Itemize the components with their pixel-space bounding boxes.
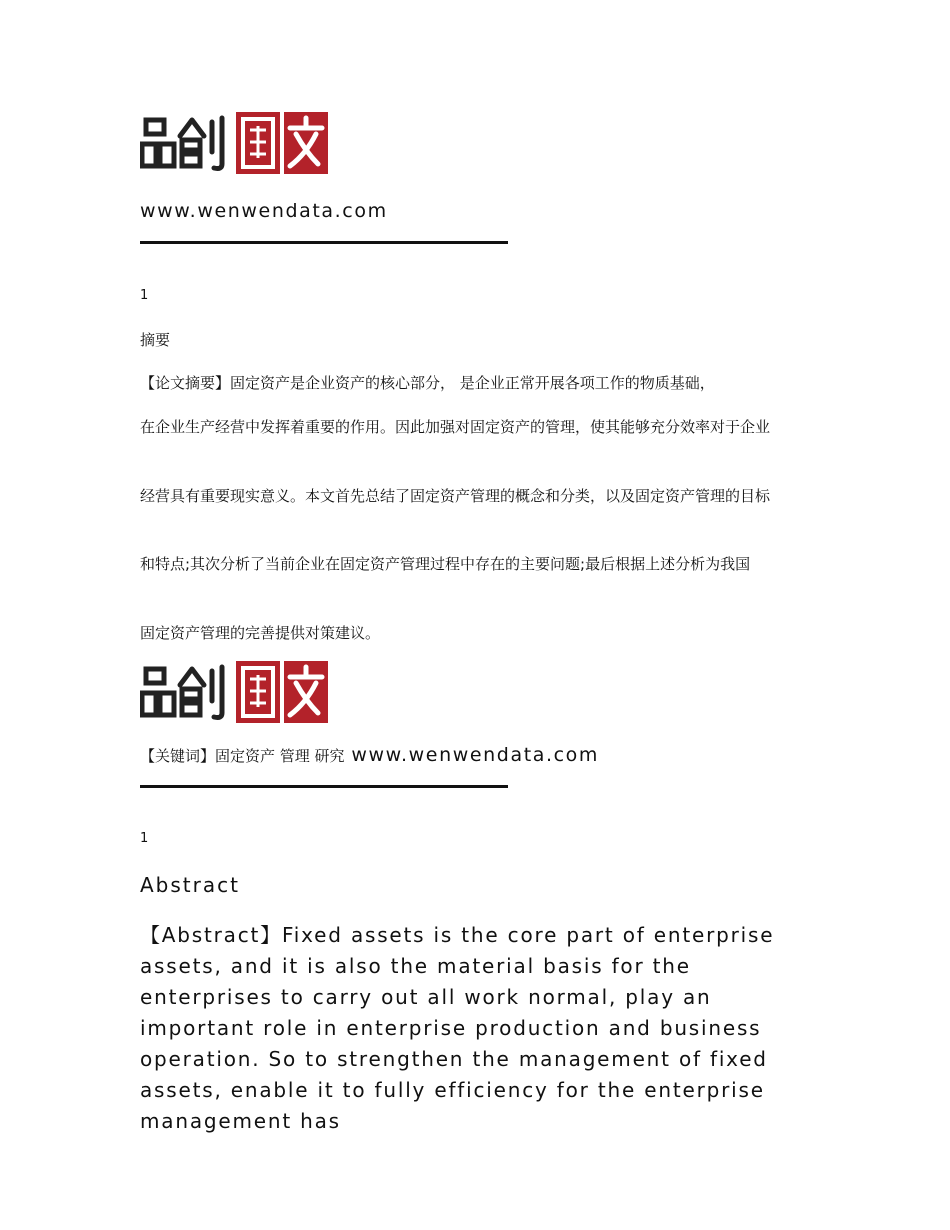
abstract-en-heading: Abstract [140, 873, 240, 897]
brand-logo [140, 112, 328, 174]
divider-line [140, 785, 508, 788]
website-url: www.wenwendata.com [351, 744, 599, 766]
abstract-cn-paragraph: 【论文摘要】固定资产是企业资产的核心部分， 是企业正常开展各项工作的物质基础， [140, 374, 715, 392]
logo-graphic [140, 661, 328, 723]
abstract-cn-paragraph: 和特点;其次分析了当前企业在固定资产管理过程中存在的主要问题;最后根据上述分析为我国 [140, 555, 751, 573]
abstract-cn-paragraph: 经营具有重要现实意义。本文首先总结了固定资产管理的概念和分类，以及固定资产管理的目标 [140, 487, 771, 505]
website-url: www.wenwendata.com [140, 200, 388, 222]
keywords-text: 【关键词】固定资产 管理 研究 [140, 747, 345, 765]
page-number: 1 [140, 288, 149, 303]
brand-logo [140, 661, 328, 723]
abstract-cn-paragraph: 固定资产管理的完善提供对策建议。 [140, 624, 381, 642]
abstract-cn-paragraph: 在企业生产经营中发挥着重要的作用。因此加强对固定资产的管理，使其能够充分效率对于企业 [140, 418, 771, 436]
abstract-en-text: 【Abstract】Fixed assets is the core part of enterprise assets, and it is also the material basis for the enterprises to carry out all work normal, play an important role in enterprise production and business operation. So to strengthen the management of fixed assets, enable it to fully efficiency for the enterprise management has [140, 923, 775, 1133]
page-number: 1 [140, 831, 149, 846]
divider-line [140, 241, 508, 244]
keywords-line [140, 744, 599, 766]
abstract-cn-heading: 摘要 [140, 331, 171, 349]
logo-graphic [140, 112, 328, 174]
